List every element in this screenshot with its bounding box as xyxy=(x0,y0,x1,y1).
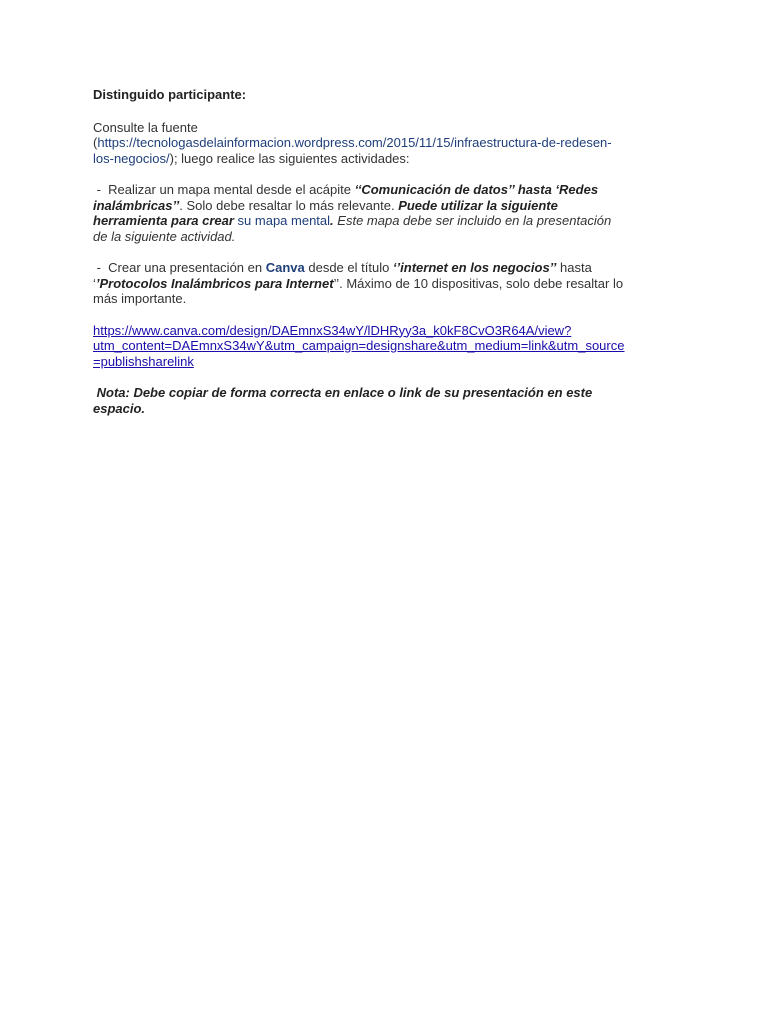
activity-1-paragraph xyxy=(93,182,693,244)
canva-label: Canva xyxy=(265,260,305,275)
canva-link-part-1[interactable]: https://www.canva.com/design/DAEmnxS34wY/lDHRyy3a_k0kF8CvO3R64A/view? xyxy=(93,322,572,338)
activity-2-paragraph xyxy=(93,260,693,307)
activity-2-text-1: Crear una presentación en xyxy=(108,260,266,275)
canva-link-part-3[interactable]: =publishsharelink xyxy=(93,353,194,369)
activity-1-line-2 xyxy=(93,198,693,214)
activity-2-text-4: ’’. Máximo de 10 dispositivas, solo debe resaltar lo xyxy=(333,275,624,291)
activity-1-text-2: . Solo debe resaltar lo más relevante. xyxy=(179,197,399,213)
intro-paragraph xyxy=(93,120,693,167)
activity-2-line-2 xyxy=(93,276,693,292)
intro-line-1: Consulte la fuente xyxy=(93,119,198,135)
activity-1-quote-1: ‘‘Comunicación de datos’’ hasta ‘Redes xyxy=(354,182,599,197)
source-url-part-1[interactable]: https://tecnologasdelainformacion.wordpress.com/2015/11/15/infraestructura-de-redesen- xyxy=(97,135,612,150)
activity-2-line-1 xyxy=(93,260,693,276)
activity-1-bold-1: Puede utilizar la siguiente xyxy=(398,197,558,213)
note-line-2: espacio. xyxy=(93,400,146,416)
note-paragraph xyxy=(93,385,693,416)
note-line-1: Nota: Debe copiar de forma correcta en enlace o link de su presentación en este xyxy=(93,385,593,400)
mind-map-tool-link[interactable]: su mapa mental xyxy=(237,213,331,228)
document-body xyxy=(93,87,693,432)
source-url-part-2[interactable]: los-negocios/ xyxy=(93,150,170,166)
activity-2-quote-2: ’Protocolos Inalámbricos para Internet xyxy=(95,275,334,291)
canva-link-part-2[interactable]: utm_content=DAEmnxS34wY&utm_campaign=designshare&utm_medium=link&utm_source xyxy=(93,338,625,353)
activity-2-dash: - xyxy=(93,260,109,275)
activity-1-text-1: Realizar un mapa mental desde el acápite xyxy=(108,182,355,197)
activity-1-italic-1: Este mapa debe ser incluido en la presentación xyxy=(333,213,612,228)
activity-1-italic-2: de la siguiente actividad. xyxy=(93,228,236,244)
document-heading: Distinguido participante: xyxy=(93,87,247,102)
intro-open-paren: ( xyxy=(93,135,98,150)
activity-2-quote-1: ‘’internet en los negocios’’ xyxy=(392,260,557,275)
activity-2-open-quote: ‘ xyxy=(93,275,96,291)
activity-1-dash: - xyxy=(93,182,109,197)
intro-line-3 xyxy=(93,151,693,167)
activity-2-text-5: más importante. xyxy=(93,291,187,306)
activity-2-text-2: desde el título xyxy=(304,260,393,275)
activity-1-quote-2: inalámbricas’’ xyxy=(93,197,180,213)
intro-after-source: ); luego realice las siguientes actividades: xyxy=(169,150,410,166)
activity-2-text-3: hasta xyxy=(556,260,592,275)
activity-1-line-3 xyxy=(93,213,693,229)
activity-1-bold-3: . xyxy=(330,213,334,228)
activity-1-line-1 xyxy=(93,182,693,198)
activity-1-bold-2: herramienta para crear xyxy=(93,213,234,228)
intro-line-2 xyxy=(93,135,693,151)
canva-link[interactable] xyxy=(93,323,693,370)
